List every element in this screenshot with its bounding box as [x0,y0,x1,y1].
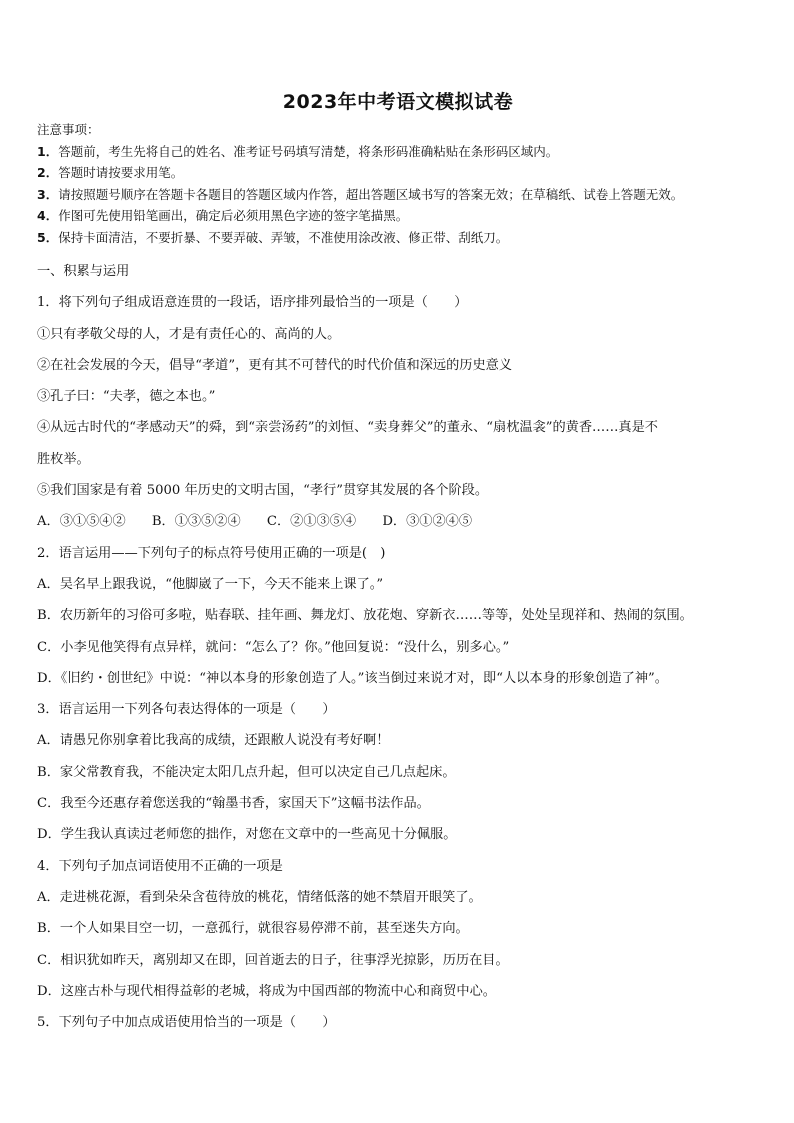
note-number: 5． [37,229,59,245]
note-text: 作图可先使用铅笔画出，确定后必须用黑色字迹的签字笔描黑。 [58,208,409,223]
question-1-sentence-4-continued: 胜枚举。 [37,451,90,467]
question-4-option-b: B．一个人如果目空一切，一意孤行，就很容易停滞不前，甚至迷失方向。 [37,921,469,937]
question-2-stem: 2．语言运用——下列句子的标点符号使用正确的一项是( ) [37,545,386,561]
question-3-stem: 3．语言运用一下列各句表达得体的一项是（ ） [37,702,336,718]
question-1-sentence-1: ①只有孝敬父母的人，才是有责任心的、高尚的人。 [37,326,341,342]
note-item [37,141,759,163]
note-text: 答题前，考生先将自己的姓名、准考证号码填写清楚，将条形码准确粘贴在条形码区域内。 [58,143,559,159]
question-2-option-b: B．农历新年的习俗可多啦，贴春联、挂年画、舞龙灯、放花炮、穿新衣……等等，处处呈现祥和、热闹的氛围。 [37,608,693,624]
question-4-option-a: A．走进桃花源，看到朵朵含苞待放的桃花，情绪低落的她不禁眉开眼笑了。 [37,889,482,905]
note-number: 3． [37,186,59,202]
notes-block [37,119,759,248]
question-4-option-c: C．相识犹如昨天，离别却又在即，回首逝去的日子，往事浮光掠影，历历在目。 [37,952,509,968]
note-item [37,184,759,206]
question-2-option-c: C．小李见他笑得有点异样，就问：“怎么了？你。”他回复说：“没什么，别多心。” [37,639,510,655]
note-text: 答题时请按要求用笔。 [58,165,184,180]
option-d: D．③①②④⑤ [382,514,473,530]
question-3-option-d: D．学生我认真读过老师您的拙作，对您在文章中的一些高见十分佩服。 [37,827,457,843]
question-1-stem: 1．将下列句子组成语意连贯的一段话，语序排列最恰当的一项是（ ） [37,295,468,311]
question-3-option-c: C．我至今还惠存着您送我的“翰墨书香，家国天下”这幅书法作品。 [37,796,430,812]
note-item [37,205,759,227]
notes-heading: 注意事项： [37,122,100,137]
question-5-stem: 5．下列句子中加点成语使用恰当的一项是（ ） [37,1015,336,1031]
question-1-options [37,512,759,543]
section-heading: 一、积累与运用 [37,264,130,279]
note-item [37,162,759,184]
question-3-option-b: B．家父常教育我，不能决定太阳几点升起，但可以决定自己几点起床。 [37,764,456,780]
question-4-option-d: D．这座古朴与现代相得益彰的老城，将成为中国西部的物流中心和商贸中心。 [37,983,496,999]
question-2-option-a: A．吴名早上跟我说，“他脚崴了一下，今天不能来上课了。” [37,576,384,592]
option-b: B．①③⑤②④ [151,514,241,530]
note-number: 2． [37,165,59,180]
note-number: 4． [37,208,59,223]
question-1-sentence-3: ③孔子曰：“夫孝，德之本也。” [37,389,216,405]
note-text: 请按照题号顺序在答题卡各题目的答题区域内作答，超出答题区域书写的答案无效；在草稿纸、试卷上答题无效。 [58,186,684,202]
page-title: 2023年中考语文模拟试卷 [282,91,514,113]
note-number: 1． [37,143,59,159]
question-4-stem: 4．下列句子加点词语使用不正确的一项是 [37,858,283,874]
note-text: 保持卡面清洁，不要折暴、不要弄破、弄皱，不准使用涂改液、修正带、刮纸刀。 [58,229,509,245]
question-3-option-a: A．请愚兄你别拿着比我高的成绩，还跟敝人说没有考好啊！ [37,733,390,749]
questions-body [37,262,759,1044]
question-1-sentence-2: ②在社会发展的今天，倡导“孝道”，更有其不可替代的时代价值和深远的历史意义 [37,357,513,373]
note-item [37,227,759,249]
option-a: A．③①⑤④② [37,514,126,530]
question-1-sentence-5: ⑤我们国家是有着 5000 年历史的文明古国，“孝行”贯穿其发展的各个阶段。 [37,483,489,499]
question-1-sentence-4: ④从远古时代的“孝感动天”的舜，到“亲尝汤药”的刘恒、“卖身葬父”的董永、“扇枕温衾”的黄香……真是不 [37,420,658,436]
question-2-option-d: D．《旧约・创世纪》中说：“神以本身的形象创造了人。”该当倒过来说才对，即“人以本身的形象创造了神”。 [37,670,668,686]
option-c: C．②①③⑤④ [266,514,357,530]
